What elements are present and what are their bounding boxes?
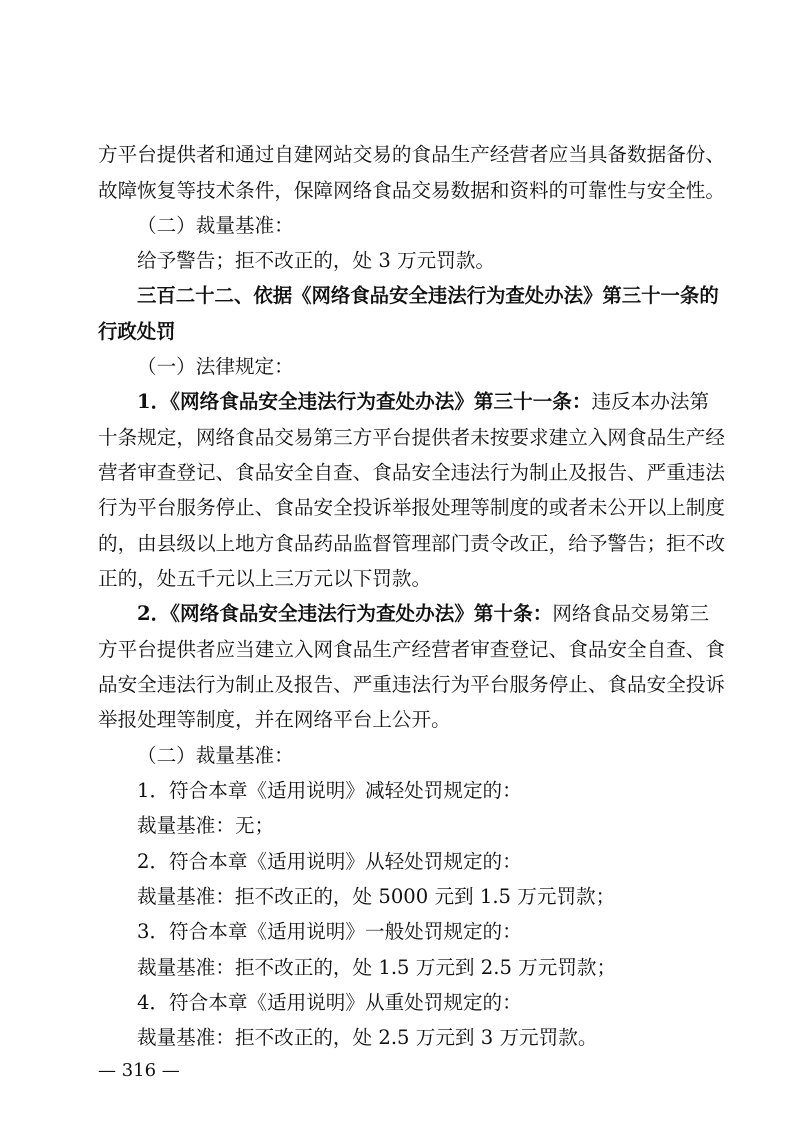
text-line: 故障恢复等技术条件，保障网络食品交易数据和资料的可靠性与安全性。 — [98, 179, 725, 202]
article-heading-continued: 行政处罚 — [98, 320, 176, 343]
clause-text: 网络食品交易第三 — [552, 602, 710, 625]
text-line: 2．符合本章《适用说明》从轻处罚规定的： — [137, 850, 522, 873]
text-line: 举报处理等制度，并在网络平台上公开。 — [98, 708, 451, 731]
clause-text: 违反本办法第 — [591, 390, 710, 413]
text-line: 给予警告；拒不改正的，处 3 万元罚款。 — [137, 249, 496, 272]
text-line: 3．符合本章《适用说明》一般处罚规定的： — [137, 920, 522, 943]
text-line: 品安全违法行为制止及报告、严重违法行为平台服务停止、食品安全投诉 — [98, 673, 725, 696]
text-line: 十条规定，网络食品交易第三方平台提供者未按要求建立入网食品生产经 — [98, 426, 725, 449]
clause-title: 2．《网络食品安全违法行为查处办法》第十条： — [137, 602, 553, 625]
section-subheading: （一）法律规定： — [137, 355, 294, 378]
text-line: 4．符合本章《适用说明》从重处罚规定的： — [137, 991, 522, 1014]
text-line: 裁量基准：拒不改正的，处 2.5 万元到 3 万元罚款。 — [137, 1026, 598, 1049]
text-line: 方平台提供者应当建立入网食品生产经营者审查登记、食品安全自查、食 — [98, 638, 725, 661]
section-subheading: （二）裁量基准： — [137, 744, 294, 767]
text-line: 裁量基准：无； — [137, 814, 275, 837]
text-line: 行为平台服务停止、食品安全投诉举报处理等制度的或者未公开以上制度 — [98, 496, 725, 519]
clause-line — [137, 599, 737, 629]
text-line: 裁量基准：拒不改正的，处 1.5 万元到 2.5 万元罚款； — [137, 956, 617, 979]
section-subheading: （二）裁量基准： — [137, 214, 294, 237]
clause-title: 1．《网络食品安全违法行为查处办法》第三十一条： — [137, 390, 592, 413]
clause-line — [137, 387, 737, 417]
text-line: 的，由县级以上地方食品药品监督管理部门责令改正，给予警告；拒不改 — [98, 532, 725, 555]
text-line: 营者审查登记、食品安全自查、食品安全违法行为制止及报告、严重违法 — [98, 461, 725, 484]
page-number: — 316 — — [98, 1060, 180, 1081]
text-line: 正的，处五千元以上三万元以下罚款。 — [98, 567, 432, 590]
text-line: 1．符合本章《适用说明》减轻处罚规定的： — [137, 779, 522, 802]
article-heading: 三百二十二、依据《网络食品安全违法行为查处办法》第三十一条的 — [137, 284, 719, 307]
text-line: 裁量基准：拒不改正的，处 5000 元到 1.5 万元罚款； — [137, 885, 616, 908]
text-line: 方平台提供者和通过自建网站交易的食品生产经营者应当具备数据备份、 — [98, 143, 725, 166]
